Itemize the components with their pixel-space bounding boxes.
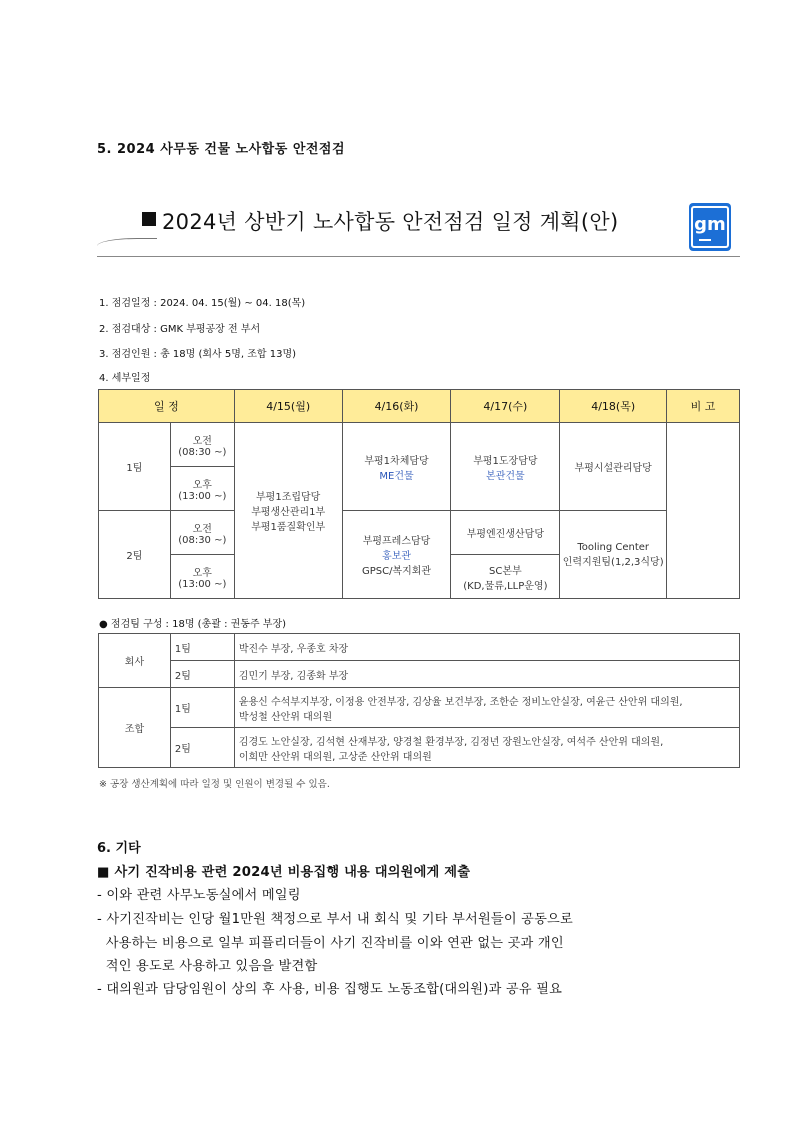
section6-line-5: - 대의원과 담당임원이 상의 후 사용, 비용 집행도 노동조합(대의원)과 공유 필요 [97, 982, 563, 997]
crew-union-t1 [234, 688, 739, 728]
schedule-table [98, 389, 740, 599]
remarks-cell [667, 423, 740, 599]
team1-am-row [99, 423, 740, 467]
gm-logo-bar [699, 239, 711, 241]
section5-title: 5. 2024 사무동 건물 노사합동 안전점검 [97, 142, 346, 157]
crew-team2: 2팀 [170, 661, 234, 688]
banner-square-icon [142, 212, 156, 226]
section6-line-4: 적인 용도로 사용하고 있음을 발견함 [97, 959, 318, 974]
section6-title: 6. 기타 [97, 841, 141, 856]
mon-line-1: 부평1조립담당 [256, 492, 321, 503]
pm-time: (13:00 ~) [178, 578, 227, 590]
t1-wed-1: 부평1도장담당 [473, 455, 538, 467]
crew-company-t1: 박진수 부장, 우종호 차장 [234, 634, 739, 661]
t2-wed-pm-2: (KD,물류,LLP운영) [463, 580, 548, 592]
crew-title: ● 점검팀 구성 : 18명 (총괄 : 권동주 부장) [99, 619, 287, 630]
header-remarks: 비 고 [667, 390, 740, 423]
banner-curve [97, 238, 157, 247]
t1-tue-2: ME건물 [379, 470, 414, 482]
team1-wed-cell [451, 423, 560, 511]
gm-logo-frame [691, 206, 729, 248]
crew-company-t2-row [99, 661, 740, 688]
t2-tue-2: 홍보관 [382, 551, 412, 562]
crew-union-t2-b: 이희만 산안위 대의원, 고상준 산안위 대의원 [238, 751, 432, 763]
schedule-header-row [99, 390, 740, 423]
t2-tue-3: GPSC/복지회관 [361, 566, 432, 577]
team2-tue-cell [342, 511, 451, 599]
crew-union-t2-row [99, 728, 740, 768]
crew-union-t1-b: 박성철 산안위 대의원 [238, 711, 333, 723]
crew-union-t2 [234, 728, 739, 768]
crew-team1: 1팀 [170, 688, 234, 728]
pm-label: 오후 [192, 567, 212, 579]
pm-time: (13:00 ~) [178, 490, 227, 502]
team1-am-cell [170, 423, 234, 467]
mon-line-3: 부평1품질확인부 [251, 522, 326, 533]
header-schedule: 일 정 [99, 390, 235, 423]
team1-pm-cell [170, 467, 234, 511]
schedule-note: ※ 공장 생산계획에 따라 일정 및 인원이 변경될 수 있음. [99, 779, 330, 790]
crew-union-label: 조합 [99, 688, 171, 768]
crew-union-t1-row [99, 688, 740, 728]
header-tue: 4/16(화) [342, 390, 451, 423]
info-line-4: 4. 세부일정 [99, 373, 151, 384]
team1-label: 1팀 [99, 423, 171, 511]
crew-company-label: 회사 [99, 634, 171, 688]
section6-line-3: 사용하는 비용으로 일부 피플리더들이 사기 진작비를 이와 연관 없는 곳과 개인 [97, 936, 564, 951]
banner-underline [97, 256, 740, 257]
info-line-2: 2. 점검대상 : GMK 부평공장 전 부서 [99, 324, 261, 335]
crew-union-t2-a: 김경도 노안실장, 김석현 산재부장, 양경철 환경부장, 김정년 장원노안실장, 여석주 산안위 대의원, [238, 736, 664, 748]
mon-line-2: 부평생산관리1부 [251, 507, 326, 518]
t2-tue-1: 부평프레스담당 [362, 536, 431, 547]
team1-tue-cell [342, 423, 451, 511]
crew-company-t1-row [99, 634, 740, 661]
am-time: (08:30 ~) [178, 446, 227, 458]
pm-label: 오후 [192, 479, 212, 491]
team2-wed-am-cell: 부평엔진생산담당 [451, 511, 560, 555]
section6-line-1: - 이와 관련 사무노동실에서 메일링 [97, 888, 301, 903]
crew-table [98, 633, 740, 768]
team2-pm-cell [170, 555, 234, 599]
header-mon: 4/15(월) [234, 390, 342, 423]
team2-label: 2팀 [99, 511, 171, 599]
header-wed: 4/17(수) [451, 390, 560, 423]
team2-wed-pm-cell [451, 555, 560, 599]
info-line-1: 1. 점검일정 : 2024. 04. 15(월) ~ 04. 18(목) [99, 298, 306, 309]
am-time: (08:30 ~) [178, 534, 227, 546]
t1-wed-2: 본관건물 [486, 470, 525, 482]
t2-thu-2: 인력지원팀(1,2,3식당) [562, 556, 664, 568]
banner-title: 2024년 상반기 노사합동 안전점검 일정 계획(안) [162, 210, 619, 234]
section6-line-2: - 사기진작비는 인당 월1만원 책정으로 부서 내 회식 및 기타 부서원들이 공동으로 [97, 912, 573, 927]
team2-am-cell [170, 511, 234, 555]
crew-union-t1-a: 윤용신 수석부지부장, 이정용 안전부장, 김상율 보건부장, 조한순 정비노안실장, 여윤근 산안위 대의원, [238, 696, 683, 708]
t1-tue-1: 부평1차체담당 [364, 455, 429, 467]
gm-logo-text: gm [694, 213, 726, 235]
header-thu: 4/18(목) [560, 390, 667, 423]
crew-team2: 2팀 [170, 728, 234, 768]
info-line-3: 3. 점검인원 : 총 18명 (회사 5명, 조합 13명) [99, 349, 297, 360]
team2-am-row [99, 511, 740, 555]
crew-team1: 1팀 [170, 634, 234, 661]
mon-all-cell [234, 423, 342, 599]
am-label: 오전 [192, 523, 212, 535]
t2-thu-1: Tooling Center [577, 541, 650, 553]
team1-thu-cell: 부평시설관리담당 [560, 423, 667, 511]
section6-head: ■ 사기 진작비용 관련 2024년 비용집행 내용 대의원에게 제출 [97, 865, 471, 880]
crew-company-t2: 김민기 부장, 김종화 부장 [234, 661, 739, 688]
am-label: 오전 [192, 435, 212, 447]
team2-thu-cell [560, 511, 667, 599]
t2-wed-pm-1: SC본부 [489, 565, 522, 577]
gm-logo [689, 203, 731, 251]
